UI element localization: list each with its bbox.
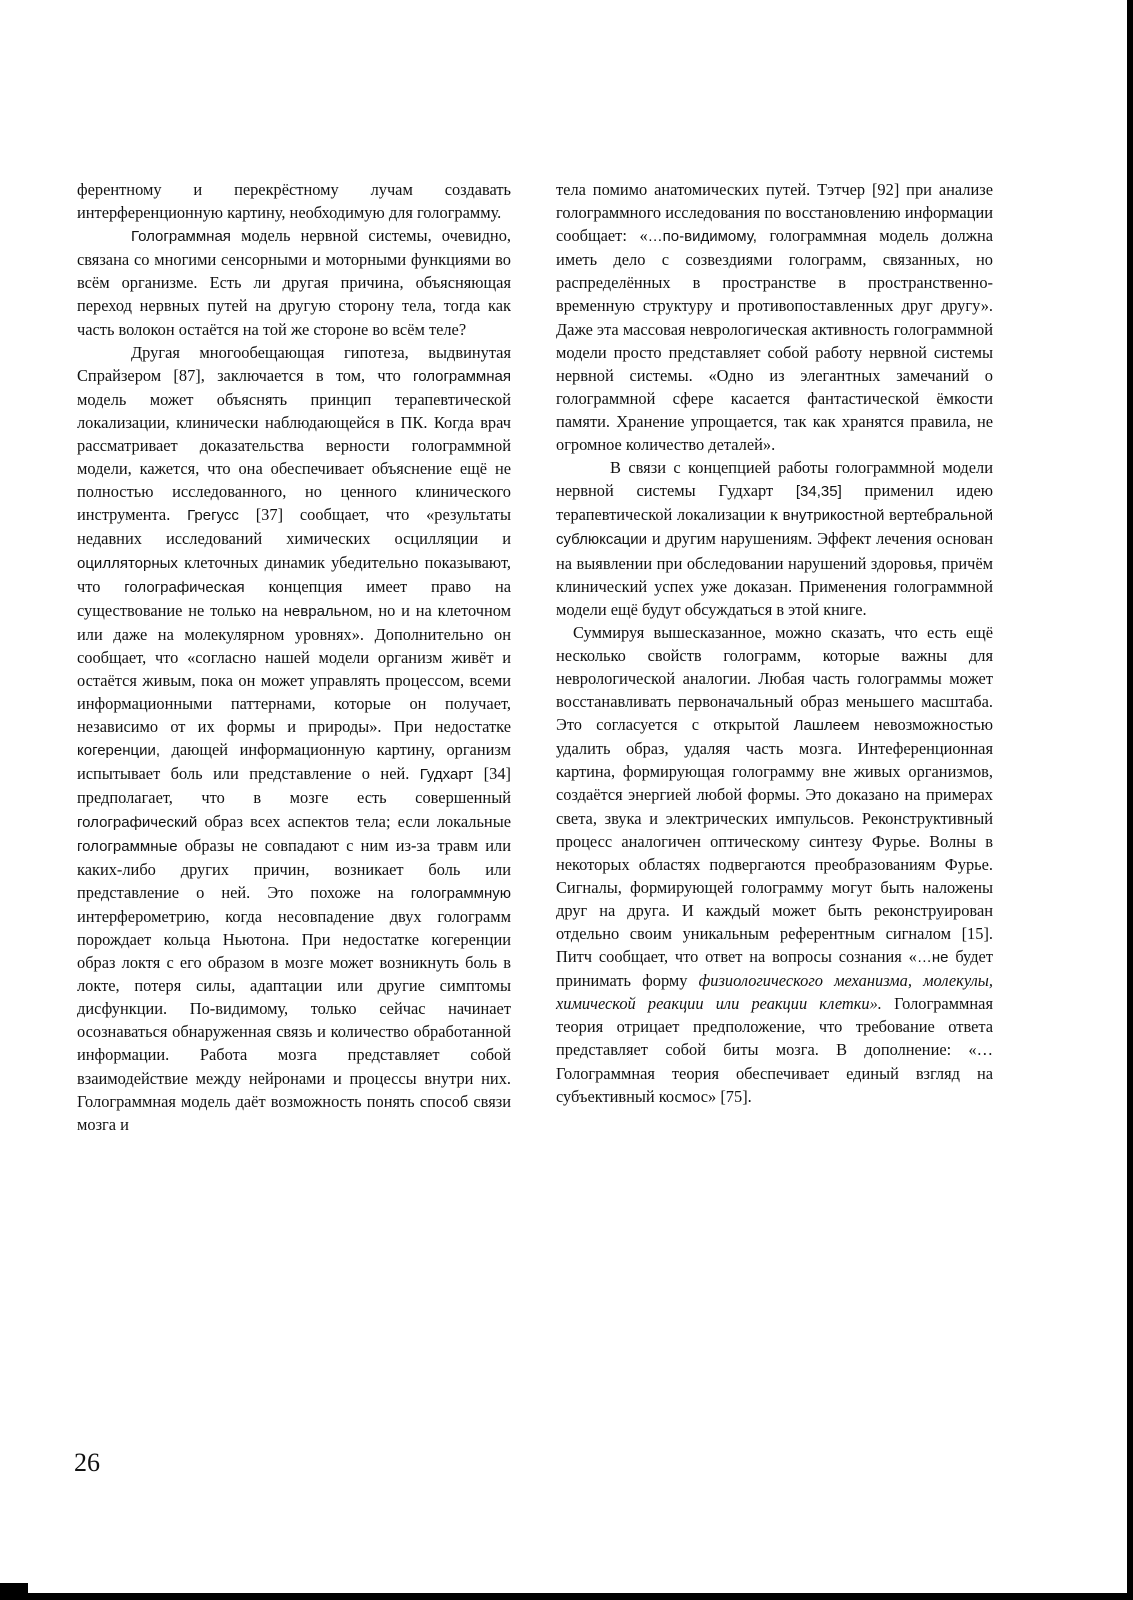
text-run: образы не совпадают с ним из-за травм или каких-либо других причин, возникает боль или представление о ней. Это похоже на — [77, 835, 511, 902]
emphasis-term: голограммные — [77, 837, 178, 855]
emphasis-term: Голограммная — [131, 228, 231, 246]
text-run: модель может объяснять принцип терапевтической локализации, клинически наблюдающейся в ПК. Когда врач рассматривает доказательства верности голограммной модели, кажется, что она обеспечивает объяснение ещё не полностью исследованного, но ценного клинического инструмента. — [77, 389, 511, 525]
scan-edge-bottom — [0, 1593, 1133, 1600]
text-run: тела помимо анатомических путей. Тэтчер [92] при анализе голограммного исследования по восстановлению информации сообщает: « — [556, 180, 993, 246]
emphasis-term: Грегусс — [187, 507, 239, 525]
emphasis-term: …по-видимому, — [647, 228, 757, 246]
text-run: дающей информационную картину, организм испытывает боль или представление о ней. — [77, 740, 511, 784]
paragraph — [77, 341, 511, 1136]
emphasis-term: [34,35] — [795, 483, 842, 501]
paragraph — [556, 456, 993, 621]
text-run: Суммируя вышесказанное, можно сказать, что есть ещё несколько свойств голограмм, которые важны для неврологической аналогии. Любая часть голограммы может восстанавливать первоначальный образ меньшего масштаба. Это согласуется с открытой — [556, 622, 993, 735]
paragraph — [77, 224, 511, 340]
text-run: невозможностью удалить образ, удаляя часть мозга. Интеференционная картина, формирующая голограмму вне живых организмов, создаётся энергией любой формы. Это доказано на примерах света, звука и электрических импульсов. Реконструктивный процесс аналогичен оптическому синтезу Фурье. Волны в некоторых областях подвергаются преобразованиям Фурье. Сигналы, формирующей голограмму могут быть наложены друг на друга. И каждый может быть реконструирован отдельно своим уникальным референтным сигналом [15]. Питч сообщает, что ответ на вопросы сознания « — [556, 715, 993, 967]
text-run: концепция имеет право на существование не только на — [77, 576, 512, 620]
text-run: но и на клеточном или даже на молекулярном уровнях». Дополнительно он сообщает, что «согласно нашей модели организм живёт и остаётся живым, пока он может управлять процессом, всеми информационными паттернами, которые он получает, независимо от их формы и природы». При недостатке — [77, 600, 511, 737]
emphasis-term: Гудхарт — [419, 766, 474, 784]
text-run: голограммная модель должна иметь дело с созвездиями голограмм, связанных, но распределённых в пространстве в пространственно-временную структуру и противопоставленных друг другу». Даже эта массовая неврологическая активность голограммной модели просто представляет собой работу нервной системы нервной системы. «Одно из элегантных замечаний о голограммной сфере касается фантастической ёмкости памяти. Хранение упрощается, так как хранятся правила, не огромное количество деталей». — [556, 226, 994, 455]
text-run: образ всех аспектов тела; если локальные — [197, 811, 511, 831]
page-number: 26 — [74, 1448, 100, 1477]
text-run: Голограммная теория отрицает предположение, что требование ответа представляет собой биты мозга. В дополнение: «…Голограммная теория обеспечивает единый взгляд на субъективный космос» [75]. — [556, 994, 993, 1106]
text-run: [37] сообщает, что «результаты недавних исследований химических осцилляции и — [77, 505, 511, 549]
emphasis-term: голографическая — [124, 578, 245, 596]
left-column — [77, 178, 511, 1136]
paragraph — [556, 178, 993, 456]
text-run: будет принимать форму — [556, 947, 993, 991]
text-run: и другим нарушениям. Эффект лечения основан на выявлении при обследовании нарушений здоровья, причём клинический успех уже доказан. Применения голограммной модели ещё будут обсуждаться в этой книге. — [556, 529, 993, 619]
scan-edge-corner — [0, 1583, 28, 1593]
emphasis-term: невральном, — [283, 602, 373, 620]
paragraph — [77, 178, 511, 224]
text-run: [34] предполагает, что в мозге есть совершенный — [77, 764, 511, 808]
emphasis-term: голографический — [77, 813, 198, 831]
text-run: ферентному и перекрёстному лучам создавать интерференционную картину, необходимую для голограмму. — [77, 180, 511, 223]
text-run: Другая многообещающая гипотеза, выдвинутая Спрайзером [87], заключается в том, что — [77, 342, 511, 385]
emphasis-term: голограммная — [413, 367, 511, 385]
scan-edge-right — [1127, 0, 1133, 1600]
emphasis-term: оцилляторных — [77, 554, 178, 572]
emphasis-term: Лашлеем — [793, 717, 860, 735]
paragraph — [556, 621, 993, 1108]
emphasis-term: …не — [916, 949, 949, 967]
emphasis-term: внутрикостной — [782, 507, 885, 525]
emphasis-term: когеренции, — [77, 742, 161, 760]
text-run: клеточных динамик убедительно показывают, что — [77, 552, 511, 596]
emphasis-term: ральной сублюксации — [556, 507, 993, 549]
emphasis-term: голограммную — [410, 884, 511, 902]
italic-phrase: физиологического механизма, молекулы, химической реакции или реакции клетки». — [556, 971, 993, 1014]
text-run: вертеб — [884, 505, 935, 525]
text-run: применил идею терапевтической локализации к — [556, 481, 993, 525]
text-run: модель нервной системы, очевидно, связана со многими сенсорными и моторными функциями во всём организме. Есть ли другая причина, объясняющая переход нервных путей на другую сторону тела, тогда как часть волокон остаётся на той же стороне во всём теле? — [77, 226, 511, 339]
right-column — [556, 178, 993, 1108]
text-run: В связи с концепцией работы голограммной модели нервной системы Гудхарт — [556, 458, 993, 501]
text-run: интерферометрию, когда несовпадение двух голограмм порождает кольца Ньютона. При недостатке когеренции образ локтя с его образом в мозге может возникнуть боль в локте, потеря силы, адаптации или другие симптомы дисфункции. По-видимому, только сейчас начинает осознаваться обнаруженная связь и количество обработанной информации. Работа мозга представляет собой взаимодействие между нейронами и процессы внутри них. Голограммная модель даёт возможность понять способ связи мозга и — [77, 906, 511, 1134]
